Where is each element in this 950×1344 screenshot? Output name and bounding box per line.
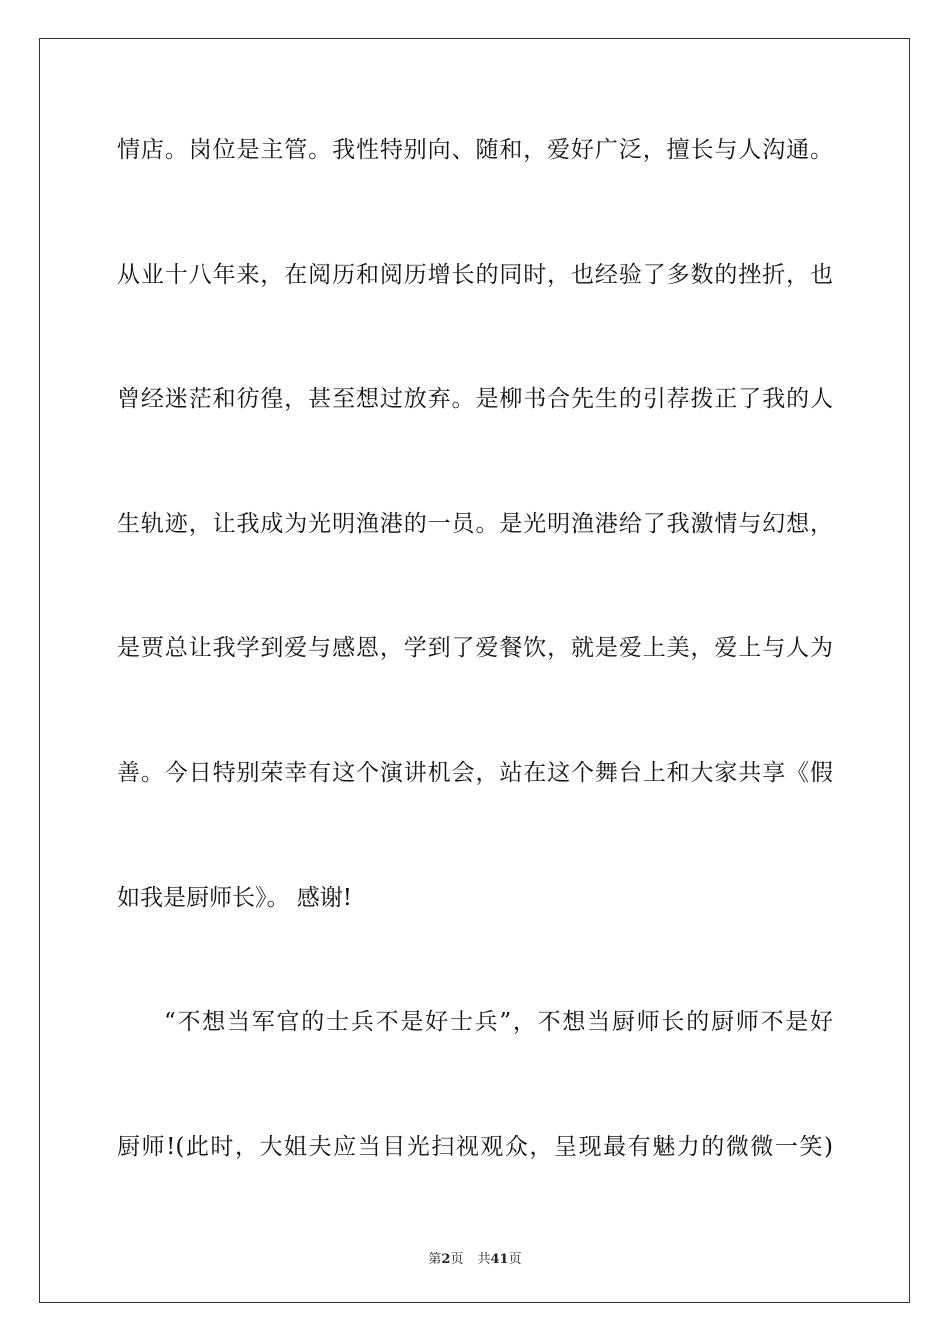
footer-page-suffix: 页 — [450, 1252, 464, 1267]
paragraph-line: “不想当军官的士兵不是好士兵”，不想当厨师长的厨师不是好 — [164, 1009, 833, 1035]
paragraph-line: 善。今日特别荣幸有这个演讲机会，站在这个舞台上和大家共享《假 — [117, 760, 833, 786]
paragraph-line: 生轨迹，让我成为光明渔港的一员。是光明渔港给了我激情与幻想， — [117, 511, 833, 537]
footer-page-number: 2 — [441, 1252, 451, 1267]
page-footer — [0, 1248, 950, 1267]
paragraph-line: 曾经迷茫和彷徨，甚至想过放弃。是柳书合先生的引荐拨正了我的人 — [117, 386, 833, 412]
footer-total-prefix: 共 — [477, 1252, 491, 1267]
paragraph-line: 情店。岗位是主管。我性特别向、随和，爱好广泛，擅长与人沟通。 — [117, 137, 833, 163]
footer-page-prefix: 第 — [428, 1252, 442, 1267]
paragraph-line: 厨师!(此时，大姐夫应当目光扫视观众，呈现最有魅力的微微一笑) — [117, 1134, 833, 1160]
footer-total-number: 41 — [490, 1252, 509, 1267]
page-border — [39, 38, 910, 1303]
paragraph-line: 是贾总让我学到爱与感恩，学到了爱餐饮，就是爱上美，爱上与人为 — [117, 635, 833, 661]
paragraph-line: 如我是厨师长》。 感谢! — [117, 885, 353, 911]
paragraph-line: 从业十八年来，在阅历和阅历增长的同时，也经验了多数的挫折，也 — [117, 262, 833, 288]
footer-total-suffix: 页 — [508, 1252, 522, 1267]
